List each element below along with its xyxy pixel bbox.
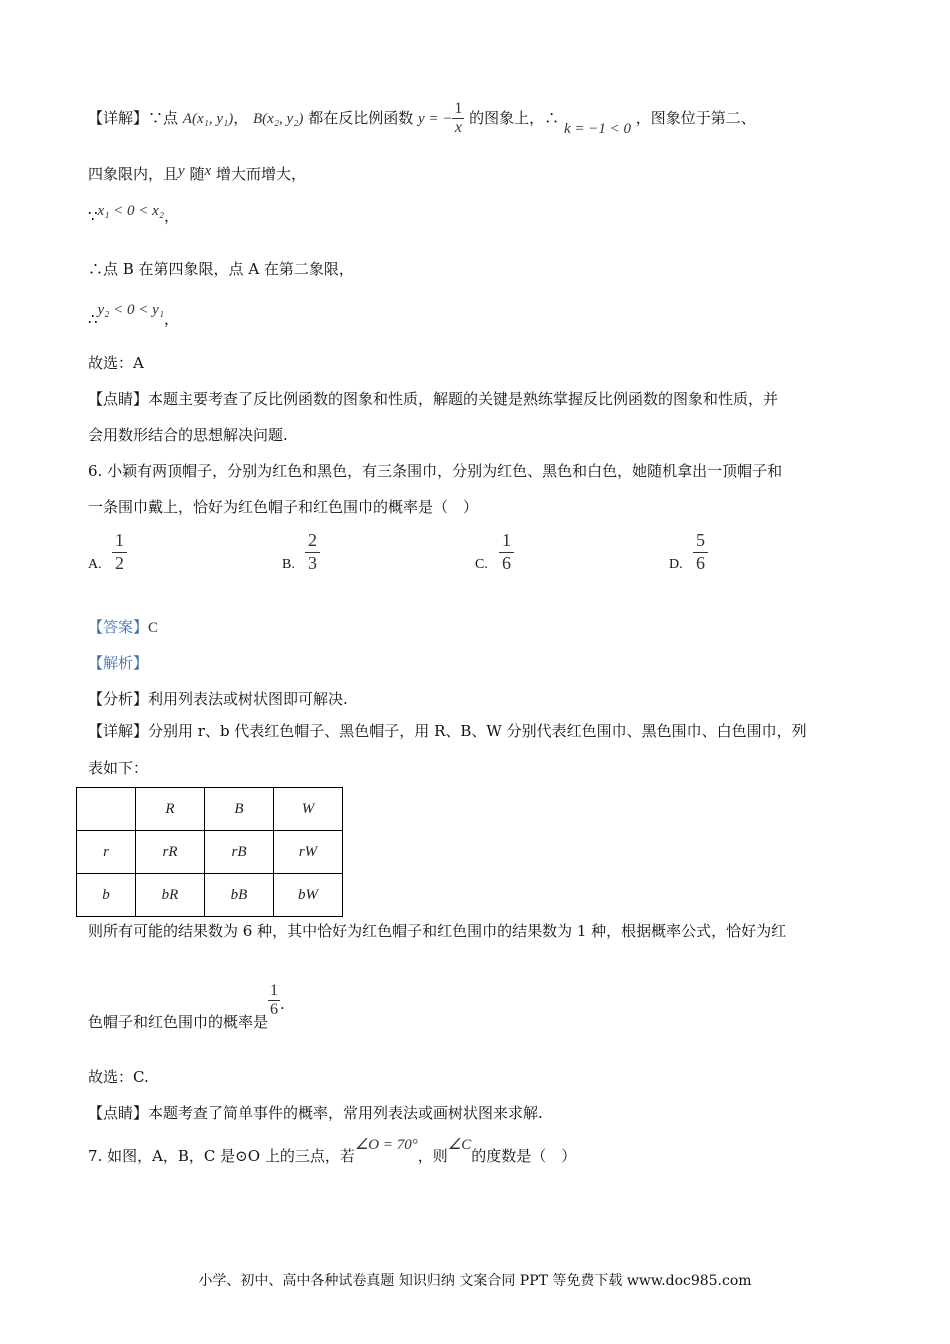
table-row (77, 831, 343, 874)
text-end: ， (164, 310, 180, 328)
denominator: 3 (308, 552, 317, 573)
text: 色帽子和红色围巾的概率是 (88, 1012, 269, 1031)
table-cell: b (77, 874, 136, 917)
table-cell: rR (136, 831, 205, 874)
k-expression: k = −1 < 0 (563, 120, 631, 137)
q6-comment: 【点睛】本题考查了简单事件的概率，常用列表法或画树状图来求解. (88, 1104, 543, 1122)
fraction-numerator: 1 (452, 100, 464, 119)
q6-after-table1: 则所有可能的结果数为 6 种，其中恰好为红色帽子和红色围巾的结果数为 1 种，根据概率公式，恰好为红 (88, 922, 787, 940)
q6-analysis-tag: 【解析】 (88, 654, 149, 672)
table-cell: rW (274, 831, 343, 874)
denominator: 6 (696, 552, 705, 573)
detail5-choose: 故选：A (88, 354, 144, 372)
detail5-comment2: 会用数形结合的思想解决问题. (88, 426, 288, 444)
option-c-label: C. (475, 557, 488, 572)
denominator: 6 (502, 552, 511, 573)
table-cell: bB (205, 874, 274, 917)
q6-analysis: 【分析】利用列表法或树状图即可解决. (88, 690, 348, 708)
denominator: 6 (270, 1001, 279, 1019)
probability-fraction (268, 982, 280, 1020)
numerator: 5 (693, 530, 708, 553)
separator: ， (233, 108, 249, 127)
detail5-line2 (88, 163, 306, 184)
q6-answer (88, 616, 158, 637)
answer-tag: 【答案】 (88, 618, 149, 636)
outcome-table (76, 787, 343, 917)
numerator: 2 (305, 530, 320, 553)
numerator: 1 (499, 530, 514, 553)
table-cell: R (136, 788, 205, 831)
option-d-label: D. (669, 557, 683, 572)
because-symbol: ∵ (88, 207, 98, 225)
text-mid: 都在反比例函数 (308, 108, 414, 127)
function-lhs: y = − (417, 110, 453, 127)
table-cell: bW (274, 874, 343, 917)
q6-stem2: 一条围巾戴上，恰好为红色帽子和红色围巾的概率是（ ） (88, 498, 479, 516)
numerator: 1 (268, 982, 280, 1001)
detail5-line5 (88, 298, 180, 328)
table-cell: r (77, 831, 136, 874)
text-a: 7. 如图，A，B，C 是⊙O 上的三点，若 (88, 1147, 355, 1165)
detail5-line3 (88, 205, 179, 226)
var-y: y (178, 163, 185, 179)
option-b-label: B. (282, 557, 295, 572)
therefore-symbol: ∴ (88, 310, 98, 328)
period: . (280, 994, 285, 1013)
table-cell: B (205, 788, 274, 831)
option-b-fraction (305, 530, 320, 574)
y-inequality: y₂ < 0 < y₁ (97, 302, 165, 318)
q6-after-table2 (88, 982, 285, 1031)
table-cell (77, 788, 136, 831)
text-b: 随 (189, 165, 205, 183)
text-after: 的图象上，∴ (469, 108, 560, 127)
q6-stem1: 6. 小颖有两顶帽子，分别为红色和黑色，有三条围巾，分别为红色、黑色和白色，她随机拿出一顶帽子和 (88, 462, 783, 480)
option-d-fraction (693, 530, 708, 574)
point-b: B(x₂, y₂) (253, 110, 304, 127)
text-a: 四象限内，且 (88, 165, 179, 183)
detail5-comment1: 【点睛】本题主要考查了反比例函数的图象和性质，解题的关键是熟练掌握反比例函数的图象和性质，并 (88, 390, 779, 408)
var-x: x (204, 163, 212, 179)
angle-o: ∠O = 70° (354, 1137, 418, 1153)
table-cell: rB (205, 831, 274, 874)
text-c: 增大而增大， (215, 165, 306, 183)
q6-detail1: 【详解】分别用 r、b 代表红色帽子、黑色帽子，用 R、B、W 分别代表红色围巾、黑色围巾、白色围巾，列 (88, 722, 807, 740)
angle-c: ∠C (447, 1137, 472, 1153)
text-c: 的度数是（ ） (471, 1147, 577, 1165)
option-a-label: A. (88, 557, 102, 572)
table-cell: bR (136, 874, 205, 917)
function-fraction (452, 100, 464, 138)
detail5-line4: ∴点 B 在第四象限，点 A 在第二象限， (88, 260, 354, 278)
x-inequality: x₁ < 0 < x₂ (97, 203, 165, 219)
page-footer: 小学、初中、高中各种试卷真题 知识归纳 文案合同 PPT 等免费下载 www.doc985.com (198, 1273, 752, 1289)
detail5-line1 (88, 100, 756, 138)
option-a-fraction (112, 530, 127, 574)
point-a: A(x₁, y₁) (182, 110, 234, 127)
q6-detail2: 表如下： (88, 759, 149, 777)
text-b: ，则 (417, 1147, 448, 1165)
answer-value: C (148, 620, 159, 636)
detail-prefix: 【详解】∵点 (88, 108, 179, 127)
table-row (77, 874, 343, 917)
fraction-denominator: x (454, 119, 462, 137)
table-cell: W (274, 788, 343, 831)
table-header-row (77, 788, 343, 831)
q7-stem (88, 1137, 577, 1166)
text-end: ， (164, 207, 180, 225)
q6-choose: 故选：C. (88, 1068, 149, 1086)
numerator: 1 (112, 530, 127, 553)
option-c-fraction (499, 530, 514, 574)
denominator: 2 (115, 552, 124, 573)
text-end: ，图象位于第二、 (635, 108, 756, 127)
